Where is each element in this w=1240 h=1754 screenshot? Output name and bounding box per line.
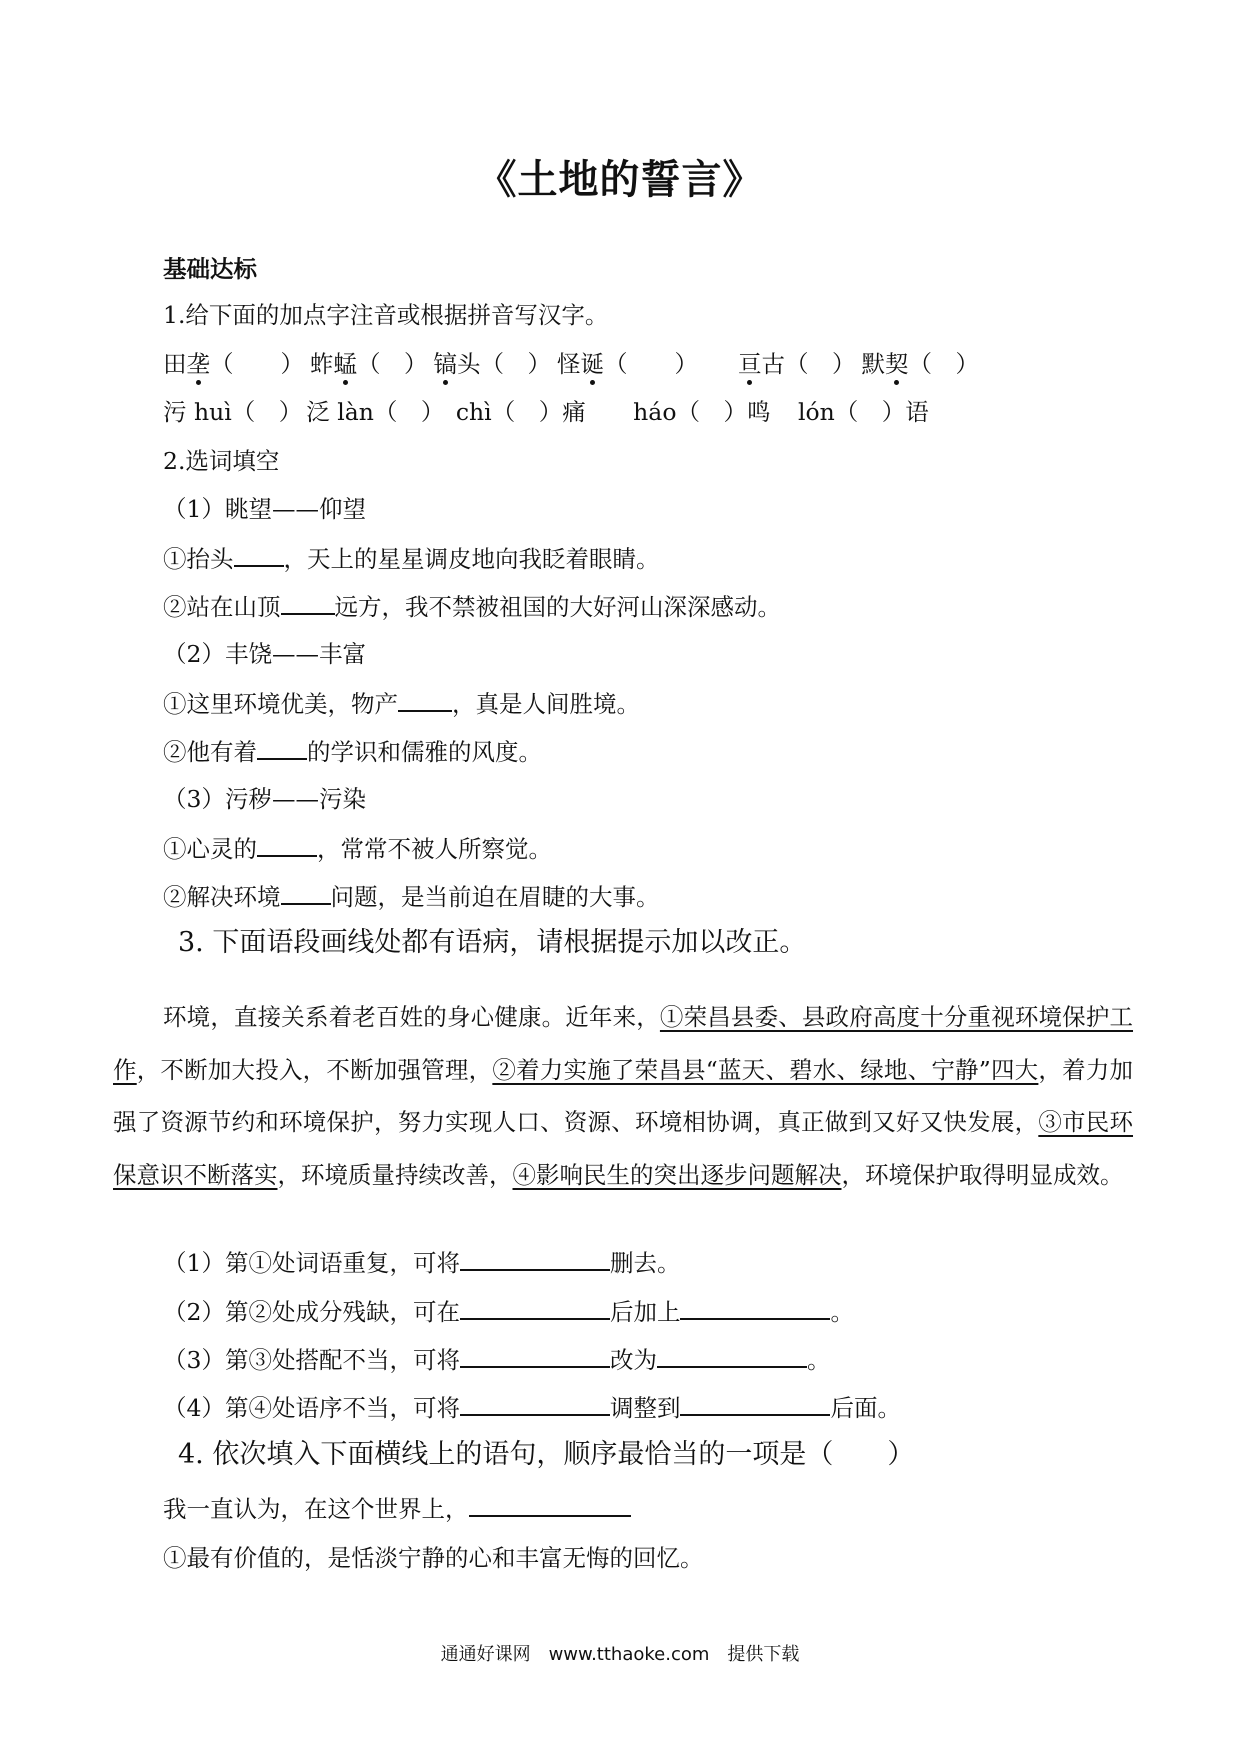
text: 。 — [830, 1298, 854, 1326]
q1-pinyin-item[interactable] — [448, 398, 585, 426]
dotted-char: 垄 — [186, 350, 210, 378]
text: ，常常不被人所察觉。 — [317, 835, 552, 863]
text: 的学识和儒雅的风度。 — [307, 738, 542, 766]
q4-lead — [163, 1491, 631, 1526]
char: 头 — [457, 350, 481, 378]
fill-blank[interactable] — [680, 1294, 830, 1320]
pinyin: chì — [448, 398, 492, 426]
char: 古 — [761, 350, 785, 378]
q3-sub-3 — [163, 1342, 830, 1377]
text: ，天上的星星调皮地向我眨着眼睛。 — [283, 545, 660, 573]
fill-blank[interactable] — [234, 541, 284, 567]
fill-blank[interactable] — [460, 1294, 610, 1320]
text: 删去。 — [609, 1249, 681, 1277]
q3-prompt: 3. 下面语段画线处都有语病，请根据提示加以改正。 — [178, 927, 807, 958]
fill-blank[interactable] — [680, 1390, 830, 1416]
fill-blank[interactable] — [257, 831, 317, 857]
underlined-error-2: ②着力实施了荣昌县“蓝天、碧水、绿地、宁静”四大 — [492, 1055, 1039, 1084]
q2-prompt: 2.选词填空 — [163, 447, 280, 475]
q3-sub-4 — [163, 1390, 901, 1425]
answer-paren: （ ） — [231, 398, 303, 426]
text: 。 — [806, 1346, 831, 1374]
answer-paren: （ ） — [491, 398, 563, 426]
dotted-char: 契 — [885, 350, 909, 378]
q1-word-item[interactable] — [557, 350, 698, 378]
q2-item-3a — [163, 831, 552, 866]
q1-word-item[interactable] — [163, 350, 304, 378]
text: 后加上 — [609, 1298, 681, 1326]
fill-blank[interactable] — [398, 686, 452, 712]
q2-group2-title: （2）丰饶——丰富 — [163, 640, 366, 668]
q2-item-1b — [163, 589, 781, 624]
pinyin: lón — [790, 398, 835, 426]
answer-paren: （ ） — [908, 350, 979, 378]
fill-blank[interactable] — [281, 589, 335, 615]
q3-sub-1 — [163, 1245, 680, 1280]
q2-item-3b — [163, 879, 660, 914]
text: ②站在山顶 — [163, 593, 281, 621]
section-heading: 基础达标 — [163, 255, 257, 283]
text: ②他有着 — [163, 738, 257, 766]
answer-paren: （ ） — [785, 350, 856, 378]
char: 怪 — [557, 350, 581, 378]
char: 痛 — [562, 398, 586, 426]
dotted-char: 亘 — [738, 350, 762, 378]
text: ，真是人间胜境。 — [452, 690, 640, 718]
q1-word-item[interactable] — [738, 350, 856, 378]
text: （4）第④处语序不当，可将 — [163, 1394, 460, 1422]
q1-row2 — [163, 395, 929, 429]
dotted-char: 蜢 — [333, 350, 357, 378]
answer-paren: （ ） — [676, 398, 747, 426]
answer-paren: （ ） — [357, 350, 428, 378]
char: 默 — [861, 350, 885, 378]
q2-item-1a — [163, 541, 660, 576]
underlined-error-1: ①荣昌县委、县政府高度十分重视环境保护工作 — [113, 1003, 1134, 1084]
q2-group3-title: （3）污秽——污染 — [163, 785, 366, 813]
char: 语 — [905, 398, 929, 426]
q2-group1-title: （1）眺望——仰望 — [163, 495, 366, 523]
text: 调整到 — [609, 1394, 681, 1422]
q1-pinyin-item[interactable] — [790, 398, 928, 426]
q4-prompt: 4. 依次填入下面横线上的语句，顺序最恰当的一项是（ ） — [178, 1439, 915, 1470]
dotted-char: 诞 — [580, 350, 604, 378]
text: 远方，我不禁被祖国的大好河山深深感动。 — [334, 593, 781, 621]
underlined-error-3: ③市民环保意识不断落实 — [113, 1108, 1134, 1189]
page-title: 《土地的誓言》 — [476, 157, 764, 203]
q4-option-1: ①最有价值的，是恬淡宁静的心和丰富无悔的回忆。 — [163, 1544, 704, 1572]
char: 污 — [163, 398, 187, 426]
text: ②解决环境 — [163, 883, 281, 911]
q1-row1 — [163, 347, 979, 381]
passage-text: ，不断加大投入，不断加强管理， — [136, 1055, 493, 1084]
q1-word-item[interactable] — [434, 350, 552, 378]
fill-blank[interactable] — [281, 879, 331, 905]
fill-blank[interactable] — [657, 1342, 807, 1368]
passage-text: ，环境保护取得明显成效。 — [841, 1160, 1124, 1189]
text: 我一直认为，在这个世界上， — [163, 1495, 469, 1523]
answer-paren: （ ） — [604, 350, 698, 378]
q1-pinyin-item[interactable] — [163, 398, 302, 426]
pinyin: làn — [329, 398, 374, 426]
q1-pinyin-item[interactable] — [306, 398, 444, 426]
text: 改为 — [609, 1346, 657, 1374]
q2-item-2b — [163, 734, 542, 769]
text: 后面。 — [830, 1394, 901, 1422]
answer-paren: （ ） — [480, 350, 551, 378]
char: 田 — [163, 350, 187, 378]
text: （1）第①处词语重复，可将 — [163, 1249, 460, 1277]
char: 泛 — [306, 398, 330, 426]
pinyin: huì — [186, 398, 232, 426]
text: ①这里环境优美，物产 — [163, 690, 398, 718]
q2-item-2a — [163, 686, 640, 721]
answer-paren: （ ） — [834, 398, 906, 426]
text: 问题，是当前迫在眉睫的大事。 — [330, 883, 660, 911]
passage-text: ，环境质量持续改善， — [277, 1160, 513, 1189]
passage-text: ，着力加强了资源节约和环境保护，努力实现人口、资源、环境相协调，真正做到又好又快发展， — [113, 1055, 1134, 1136]
fill-blank[interactable] — [460, 1245, 610, 1271]
underlined-error-4: ④影响民生的突出逐步问题解决 — [512, 1160, 842, 1189]
fill-blank[interactable] — [460, 1342, 610, 1368]
fill-blank[interactable] — [460, 1390, 610, 1416]
text: （3）第③处搭配不当，可将 — [163, 1346, 460, 1374]
text: ①抬头 — [163, 545, 234, 573]
dotted-char: 镐 — [433, 350, 457, 378]
answer-paren: （ ） — [373, 398, 445, 426]
text: （2）第②处成分残缺，可在 — [163, 1298, 460, 1326]
fill-blank[interactable] — [257, 734, 307, 760]
text: ①心灵的 — [163, 835, 257, 863]
char: 鸣 — [746, 398, 771, 426]
char: 蚱 — [310, 350, 334, 378]
passage-text: 环境，直接关系着老百姓的身心健康。近年来， — [163, 1003, 660, 1031]
q1-prompt: 1.给下面的加点字注音或根据拼音写汉字。 — [163, 301, 609, 329]
pinyin: háo — [625, 398, 677, 426]
q3-sub-2 — [163, 1294, 854, 1329]
answer-paren: （ ） — [210, 350, 304, 378]
page-footer: 通通好课网 www.tthaoke.com 提供下载 — [440, 1644, 800, 1665]
q1-pinyin-item[interactable] — [626, 398, 771, 426]
q3-passage — [113, 991, 1133, 1201]
q1-word-item[interactable] — [310, 350, 428, 378]
fill-blank[interactable] — [469, 1491, 631, 1517]
q1-word-item[interactable] — [862, 350, 980, 378]
